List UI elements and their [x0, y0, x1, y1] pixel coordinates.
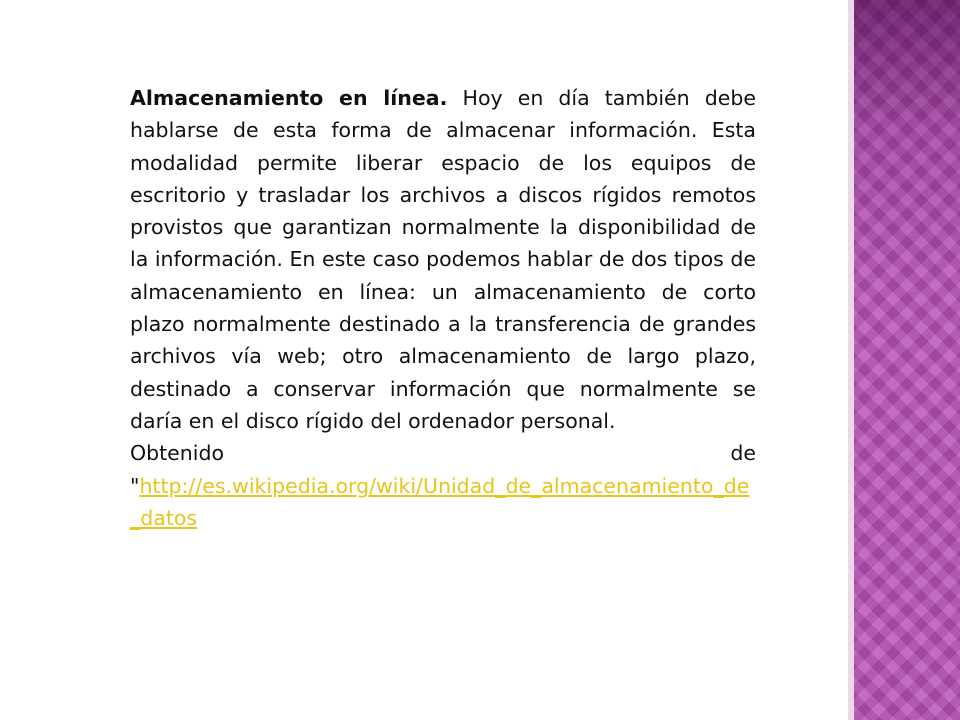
- quote-mark: ": [130, 473, 140, 498]
- main-paragraph: [130, 82, 756, 437]
- section-heading: Almacenamiento en línea.: [130, 86, 448, 110]
- slide-text-block: [130, 82, 756, 534]
- wikipedia-link[interactable]: http://es.wikipedia.org/wiki/Unidad_de_almacenamiento_de_datos: [130, 473, 750, 530]
- source-word-obtenido: Obtenido: [130, 441, 225, 466]
- source-link-line: [130, 470, 756, 535]
- body-text: Hoy en día también debe hablarse de esta forma de almacenar información. Esta modalidad permite liberar espacio de los equipos de escritorio y trasladar los archivos a discos rígidos remotos provistos que garantizan normalmente la disponibilidad de la información. En este caso podemos hablar de dos tipos de almacenamiento en línea: un almacenamiento de corto plazo normalmente destinado a la transferencia de grandes archivos vía web; otro almacenamiento de largo plazo, destinado a conservar información que normalmente se daría en el disco rígido del ordenador personal.: [130, 86, 756, 433]
- source-line: [130, 437, 756, 469]
- decorative-side-panel: [854, 0, 960, 720]
- source-word-de: de: [730, 441, 756, 466]
